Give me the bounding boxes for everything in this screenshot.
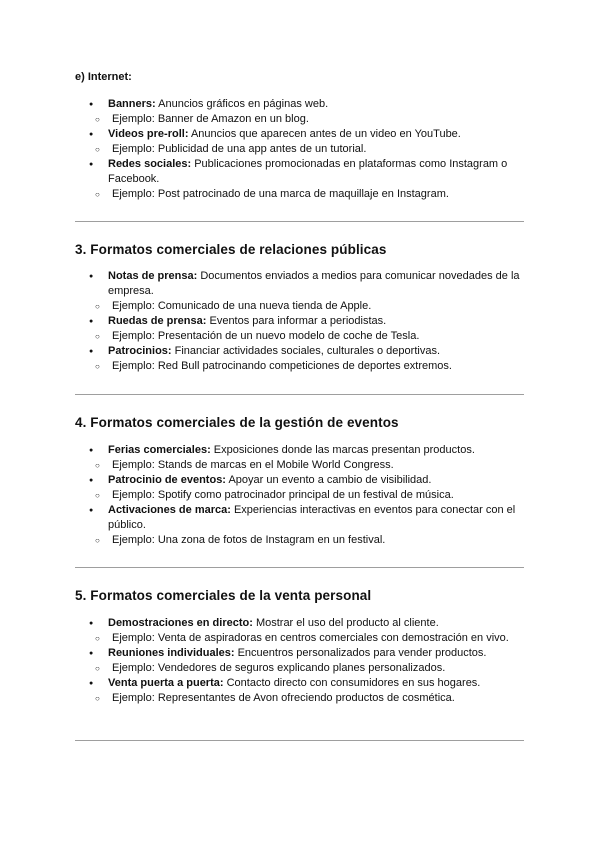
item-term: Patrocinios:: [108, 345, 172, 357]
item-description: Anuncios gráficos en páginas web.: [158, 98, 329, 110]
example-item: ○ Ejemplo: Una zona de fotos de Instagram en un festival.: [75, 533, 530, 548]
example-item: ○ Ejemplo: Banner de Amazon en un blog.: [75, 112, 530, 127]
list-item: [75, 127, 530, 142]
list-item: [75, 97, 530, 112]
section-divider: [75, 394, 524, 395]
item-term: Ferias comerciales:: [108, 444, 211, 456]
item-term: Redes sociales:: [108, 158, 192, 170]
section-4-title: 4. Formatos comerciales de la gestión de eventos: [75, 415, 399, 430]
example-item: ○ Ejemplo: Vendedores de seguros explicando planes personalizados.: [75, 661, 530, 676]
list-item: [75, 503, 530, 533]
section-3-list: [75, 269, 530, 374]
list-item: [75, 314, 530, 329]
item-description: Contacto directo con consumidores en sus hogares.: [226, 677, 481, 689]
section-5-title: 5. Formatos comerciales de la venta personal: [75, 588, 372, 603]
item-description: Anuncios que aparecen antes de un video en YouTube.: [190, 128, 461, 140]
example-item: ○ Ejemplo: Red Bull patrocinando competiciones de deportes extremos.: [75, 359, 530, 374]
list-item: [75, 157, 530, 187]
section-3-title: 3. Formatos comerciales de relaciones públicas: [75, 242, 387, 257]
section-divider: [75, 221, 524, 222]
item-term: Notas de prensa:: [108, 270, 198, 282]
list-item: [75, 269, 530, 299]
item-term: Patrocinio de eventos:: [108, 474, 226, 486]
section-4-list: [75, 443, 530, 548]
example-item: ○ Ejemplo: Venta de aspiradoras en centros comerciales con demostración en vivo.: [75, 631, 530, 646]
item-description: Exposiciones donde las marcas presentan productos.: [213, 444, 475, 456]
example-item: ○ Ejemplo: Post patrocinado de una marca de maquillaje en Instagram.: [75, 187, 530, 202]
example-item: ○ Ejemplo: Publicidad de una app antes de un tutorial.: [75, 142, 530, 157]
item-description: Financiar actividades sociales, culturales o deportivas.: [174, 345, 440, 357]
section-divider: [75, 567, 524, 568]
item-description: Encuentros personalizados para vender productos.: [237, 647, 487, 659]
example-item: ○ Ejemplo: Presentación de un nuevo modelo de coche de Tesla.: [75, 329, 530, 344]
item-term: Ruedas de prensa:: [108, 315, 207, 327]
item-description: Experiencias interactivas en eventos para conectar con el público.: [108, 504, 516, 531]
list-item: [75, 646, 530, 661]
example-item: ○ Ejemplo: Stands de marcas en el Mobile World Congress.: [75, 458, 530, 473]
item-term: Venta puerta a puerta:: [108, 677, 224, 689]
item-term: Banners:: [108, 98, 156, 110]
item-term: Activaciones de marca:: [108, 504, 231, 516]
internet-subheading: e) Internet:: [75, 71, 132, 83]
list-item: [75, 443, 530, 458]
item-description: Eventos para informar a periodistas.: [209, 315, 387, 327]
list-item: [75, 616, 530, 631]
item-term: Videos pre-roll:: [108, 128, 189, 140]
list-item: [75, 676, 530, 691]
list-item: [75, 344, 530, 359]
section-5-list: [75, 616, 530, 706]
item-term: Reuniones individuales:: [108, 647, 235, 659]
item-description: Mostrar el uso del producto al cliente.: [255, 617, 439, 629]
item-term: Demostraciones en directo:: [108, 617, 253, 629]
section-divider: [75, 740, 524, 741]
item-description: Apoyar un evento a cambio de visibilidad.: [228, 474, 432, 486]
internet-list: [75, 97, 530, 202]
example-item: ○ Ejemplo: Spotify como patrocinador principal de un festival de música.: [75, 488, 530, 503]
example-item: ○ Ejemplo: Comunicado de una nueva tienda de Apple.: [75, 299, 530, 314]
list-item: [75, 473, 530, 488]
example-item: ○ Ejemplo: Representantes de Avon ofreciendo productos de cosmética.: [75, 691, 530, 706]
item-description: Publicaciones promocionadas en plataformas como Instagram o Facebook.: [108, 158, 508, 185]
item-description: Documentos enviados a medios para comunicar novedades de la empresa.: [108, 270, 520, 297]
